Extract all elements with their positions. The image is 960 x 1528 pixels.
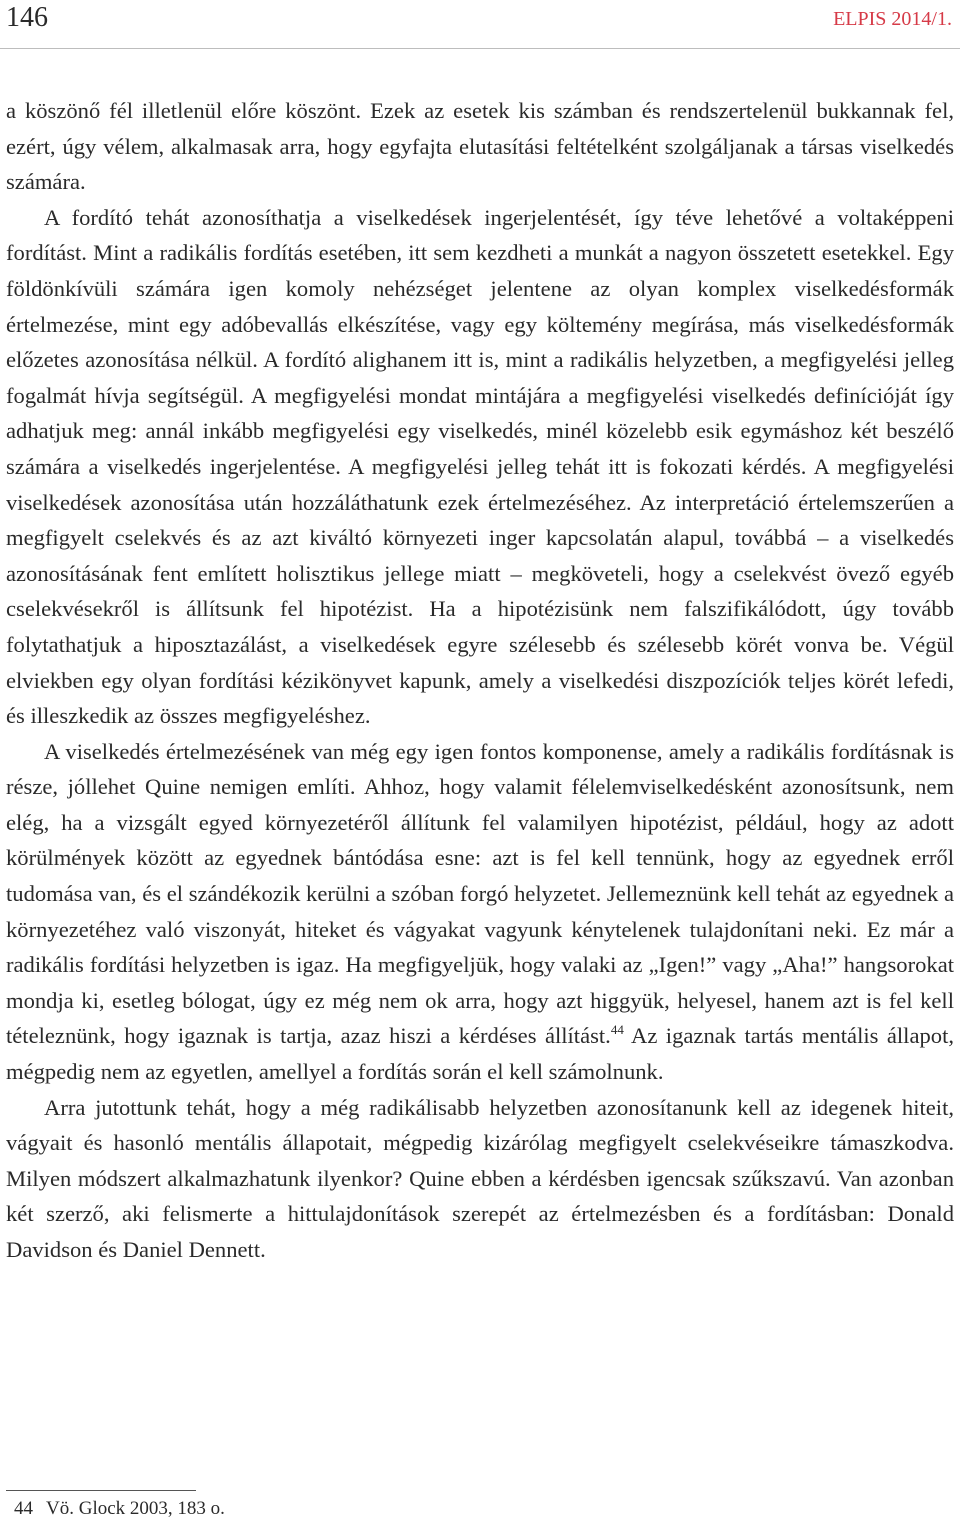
paragraph-4: Arra jutottunk tehát, hogy a még radikálisabb helyzetben azonosítanunk kell az idegenek hiteit, vágyait és hasonló mentális állapotait, mégpedig kizárólag megfigyelt cselekvéseikre támaszkodva. Milyen módszert alkalmazhatunk ilyenkor? Quine ebben a kérdésben igencsak szűkszavú. Van azonban két szerző, aki felismerte a hittulajdonítások szerepét az értelmezésben és a fordításban: Donald Davidson és Daniel Dennett. xyxy=(6,1094,954,1262)
body-text xyxy=(6,93,954,1268)
footnote-number: 44 xyxy=(14,1498,33,1519)
footnote xyxy=(6,1496,225,1522)
footnote-text: Vö. Glock 2003, 183 o. xyxy=(46,1498,225,1519)
page-header xyxy=(0,0,960,50)
footnote-rule xyxy=(6,1490,196,1491)
paragraph-3 xyxy=(6,734,954,1090)
paragraph-3-text: A viselkedés értelmezésének van még egy igen fontos komponense, amely a radikális fordításnak is része, jóllehet Quine nemigen említi. Ahhoz, hogy valamit félelemviselkedésként azonosítsunk, nem elég, ha a vizsgált egyed környezetéről állítunk fel valamilyen hipotézist, például, hogy az adott körülmények között az egyednek bántódása esne: azt is fel kell tennünk, hogy az egyednek erről tudomása van, és el szándékozik kerülni a szóban forgó helyzetet. Jellemeznünk kell tehát az egyednek a környezetéhez való viszonyát, hiteket és vágyakat vagyunk kénytelenek tulajdonítani neki. Ez már a radikális fordítási helyzetben is igaz. Ha megfigyeljük, hogy valaki az „Igen!” vagy „Aha!” hangsorokat mondja ki, esetleg bólogat, úgy ez még nem ok arra, hogy azt higgyük, helyesel, hanem azt is fel kell tételeznünk, hogy igaznak is tartja, azaz hiszi a kérdéses állítást. xyxy=(6,738,954,1049)
header-rule xyxy=(0,48,960,49)
paragraph-2: A fordító tehát azonosíthatja a viselkedések ingerjelentését, így téve lehetővé a voltaképpeni fordítást. Mint a radikális fordítás esetében, itt sem kezdheti a munkát a nagyon összetett esetekkel. Egy földönkívüli számára igen komoly nehézséget jelentene az olyan komplex viselkedésformák értelmezése, mint egy adóbevallás elkészítése, vagy egy költemény megírása, más viselkedésformák előzetes azonosítása nélkül. A fordító alighanem itt is, mint a radikális helyzetben, a megfigyelési jelleg fogalmát hívja segítségül. A megfigyelési mondat mintájára a megfigyelési viselkedés definícióját így adhatjuk meg: annál inkább megfigyelési egy viselkedés, minél közelebb esik egymáshoz két beszélő számára a viselkedés ingerjelentése. A megfigyelési jelleg tehát itt is fokozati kérdés. A megfigyelési viselkedések azonosítása után hozzáláthatunk ezek értelmezéséhez. Az interpretáció értelemszerűen a megfigyelt cselekvés és az azt kiváltó környezeti inger kapcsolatán alapul, továbbá – a viselkedés azonosításának fent említett holisztikus jellege miatt – megköveteli, hogy a cselekvést övező egyéb cselekvésekről is állítsunk fel hipotézist. Ha a hipotézisünk nem falszifikálódott, úgy tovább folytathatjuk a hiposztazálást, a viselkedések egyre szélesebb és szélesebb körét vonva be. Végül elviekben egy olyan fordítási kézikönyvet kapunk, amely a viselkedési diszpozíciók teljes körét lefedi, és illeszkedik az összes megfigyeléshez. xyxy=(6,204,954,729)
paragraph-3-text-cont: Az igaznak tartás mentális állapot, mégpedig nem az egyetlen, amellyel a fordítás során el kell számolnunk. xyxy=(6,1023,955,1085)
footnote-reference: 44 xyxy=(610,1022,624,1038)
page-number: 146 xyxy=(6,2,48,33)
running-head: ELPIS 2014/1. xyxy=(833,8,952,30)
paragraph-1: a köszönő fél illetlenül előre köszönt. Ezek az esetek kis számban és rendszertelenül bukkannak fel, ezért, úgy vélem, alkalmasak arra, hogy egyfajta elutasítási feltételként szolgáljanak a társas viselkedés számára. xyxy=(6,98,954,195)
